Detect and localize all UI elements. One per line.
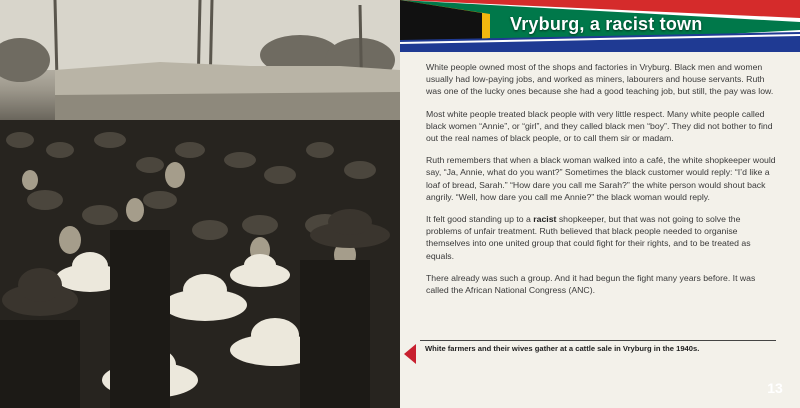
paragraph-4 [426, 213, 778, 262]
paragraph-1: White people owned most of the shops and factories in Vryburg. Black men and women usually had low-paying jobs, and worked as miners, labourers and house servants. Ruth was one of the lucky ones because she had a good teaching job, but still, the pay was low. [426, 62, 774, 97]
page-number: 13 [767, 380, 783, 396]
paragraph-4-start: It felt good standing up to a [426, 214, 534, 225]
paragraph-2: Most white people treated black people with very little respect. Many white people called black women “Annie”, or “girl”, and they called black men “boy”. They did not bother to find out the real names of black people, or to call them sir or madam. [426, 108, 773, 144]
keyword-racist: racist [533, 214, 557, 225]
page-title: Vryburg, a racist town [510, 14, 703, 34]
paragraph-3: Ruth remembers that when a black woman walked into a café, the white shopkeeper would say, “Ja, Annie, what do you want?” Sometimes the black customer would reply: “I’d like a loaf of bread, Sarah.” “How dare you call me Sarah?” the white person would shout back angrily. “Well, how dare you call me Annie?” the black woman would reply. [426, 155, 776, 202]
paragraph-4-end: shopkeeper, but that was not going to solve the problems of unfair treatment. Ruth believed that black people needed to organise themselves into one united group that could fight for their rights, and to be treated as equals. [426, 214, 751, 261]
caption-divider [420, 340, 776, 341]
paragraph-5: There already was such a group. And it had begun the fight many years before. It was called the African National Congress (ANC). [426, 272, 756, 296]
body-text [426, 61, 778, 306]
caption-arrow-icon [404, 344, 416, 364]
photo-caption: White farmers and their wives gather at a cattle sale in Vryburg in the 1940s. [425, 344, 700, 353]
